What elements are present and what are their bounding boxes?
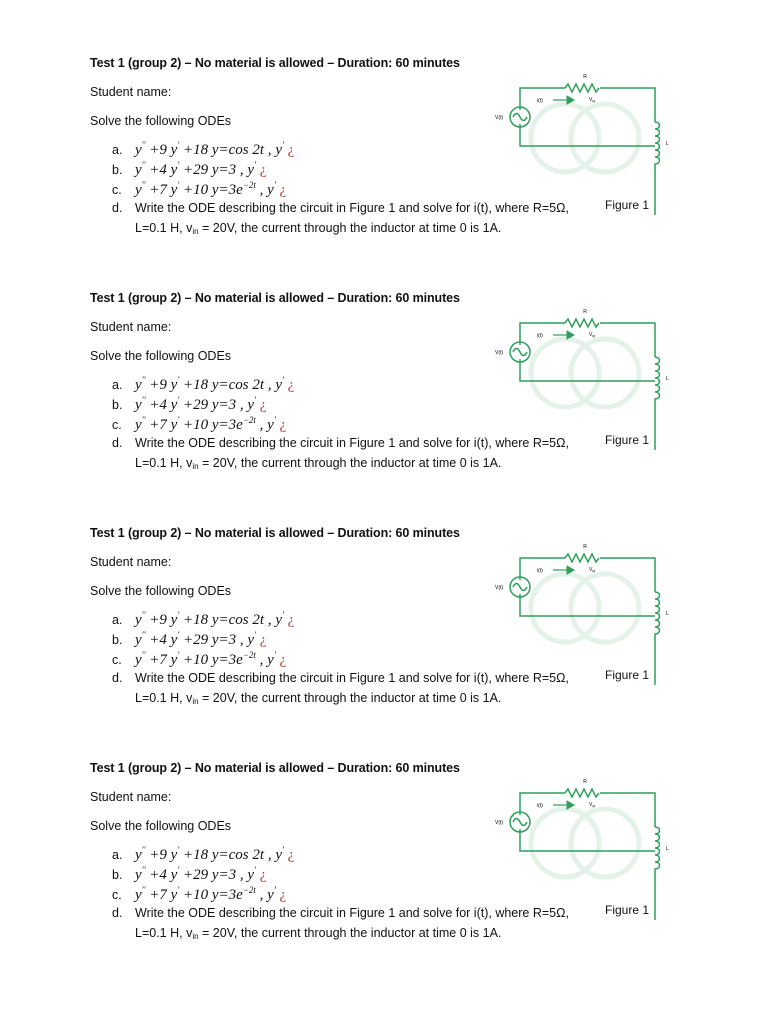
question-d-continuation: L=0.1 H, $v_{in} = 20V$, the current through the inductor at time 0 is 1A. xyxy=(135,456,502,471)
instruction-text: Solve the following ODEs xyxy=(90,819,232,833)
question-d-text: Write the ODE describing the circuit in Figure 1 and solve for i(t), where R=5Ω, xyxy=(135,906,569,920)
equation: y'' +4 y' +29 y=3 , y' ¿ xyxy=(135,865,267,883)
watermark xyxy=(531,809,639,877)
test-title: Test 1 (group 2) – No material is allowed – Duration: 60 minutes xyxy=(90,56,460,70)
instruction-text: Solve the following ODEs xyxy=(90,114,232,128)
test-title: Test 1 (group 2) – No material is allowed – Duration: 60 minutes xyxy=(90,526,460,540)
circuit-diagram xyxy=(490,305,669,435)
label-R: R xyxy=(583,309,587,315)
sine-wave xyxy=(513,584,527,591)
equation: y'' +4 y' +29 y=3 , y' ¿ xyxy=(135,395,267,413)
equation: y'' +9 y' +18 y=cos 2t , y' ¿ xyxy=(135,845,295,863)
label-vR: $V_R$ xyxy=(589,567,596,574)
question-letter: d. xyxy=(112,906,123,920)
label-vt: V(t) xyxy=(495,585,504,591)
question-b xyxy=(112,865,266,884)
test-block xyxy=(0,526,768,761)
question-d xyxy=(112,201,569,215)
question-letter: b. xyxy=(112,633,123,647)
label-L: L xyxy=(666,141,669,147)
question-letter: a. xyxy=(112,143,123,157)
question-letter: c. xyxy=(112,418,122,432)
question-letter: b. xyxy=(112,868,123,882)
instruction-text: Solve the following ODEs xyxy=(90,584,232,598)
question-d xyxy=(112,436,569,450)
question-a xyxy=(112,845,294,864)
equation: y'' +7 y' +10 $y=3e^{-2t}$ , y' ¿ xyxy=(135,415,287,433)
label-it: i(t) xyxy=(537,333,543,339)
resistor-icon xyxy=(565,84,599,92)
sine-wave xyxy=(513,819,527,826)
equation: y'' +9 y' +18 y=cos 2t , y' ¿ xyxy=(135,610,295,628)
label-R: R xyxy=(583,74,587,80)
question-letter: a. xyxy=(112,378,123,392)
question-d-continuation: L=0.1 H, $v_{in} = 20V$, the current through the inductor at time 0 is 1A. xyxy=(135,691,502,706)
label-vR: $V_R$ xyxy=(589,802,596,809)
equation: y'' +4 y' +29 y=3 , y' ¿ xyxy=(135,630,267,648)
equation: y'' +7 y' +10 $y=3e^{-2t}$ , y' ¿ xyxy=(135,180,287,198)
inductor-icon xyxy=(655,592,660,635)
inductor-icon xyxy=(655,357,660,400)
test-title: Test 1 (group 2) – No material is allowed – Duration: 60 minutes xyxy=(90,761,460,775)
label-vR: $V_R$ xyxy=(589,332,596,339)
question-a xyxy=(112,610,294,629)
student-name-label: Student name: xyxy=(90,790,172,804)
watermark xyxy=(531,574,639,642)
test-block xyxy=(0,291,768,526)
question-c xyxy=(112,885,286,904)
label-L: L xyxy=(666,611,669,617)
equation: y'' +4 y' +29 y=3 , y' ¿ xyxy=(135,160,267,178)
label-R: R xyxy=(583,779,587,785)
student-name-label: Student name: xyxy=(90,85,172,99)
label-L: L xyxy=(666,846,669,852)
label-R: R xyxy=(583,544,587,550)
question-a xyxy=(112,375,294,394)
question-d-text: Write the ODE describing the circuit in Figure 1 and solve for i(t), where R=5Ω, xyxy=(135,436,569,450)
instruction-text: Solve the following ODEs xyxy=(90,349,232,363)
question-letter: b. xyxy=(112,163,123,177)
student-name-label: Student name: xyxy=(90,320,172,334)
label-vt: V(t) xyxy=(495,820,504,826)
student-name-label: Student name: xyxy=(90,555,172,569)
watermark xyxy=(531,339,639,407)
circuit-diagram xyxy=(490,775,669,905)
inductor-icon xyxy=(655,122,660,165)
question-letter: c. xyxy=(112,653,122,667)
question-letter: a. xyxy=(112,613,123,627)
label-vt: V(t) xyxy=(495,115,504,121)
label-it: i(t) xyxy=(537,568,543,574)
question-c xyxy=(112,415,286,434)
equation: y'' +7 y' +10 $y=3e^{-2t}$ , y' ¿ xyxy=(135,885,287,903)
figure-caption: Figure 1 xyxy=(605,433,650,447)
question-d-text: Write the ODE describing the circuit in Figure 1 and solve for i(t), where R=5Ω, xyxy=(135,671,569,685)
circuit-diagram xyxy=(490,540,669,670)
question-letter: d. xyxy=(112,436,123,450)
question-a xyxy=(112,140,294,159)
question-d xyxy=(112,671,569,685)
question-b xyxy=(112,160,266,179)
resistor-icon xyxy=(565,789,599,797)
label-vR: $V_R$ xyxy=(589,97,596,104)
question-d-continuation: L=0.1 H, $v_{in} = 20V$, the current through the inductor at time 0 is 1A. xyxy=(135,926,502,941)
label-it: i(t) xyxy=(537,803,543,809)
question-letter: b. xyxy=(112,398,123,412)
watermark xyxy=(531,104,639,172)
resistor-icon xyxy=(565,319,599,327)
question-letter: a. xyxy=(112,848,123,862)
question-letter: c. xyxy=(112,888,122,902)
label-L: L xyxy=(666,376,669,382)
label-vt: V(t) xyxy=(495,350,504,356)
equation: y'' +9 y' +18 y=cos 2t , y' ¿ xyxy=(135,375,295,393)
test-block xyxy=(0,761,768,996)
test-block xyxy=(0,56,768,291)
equation: y'' +7 y' +10 $y=3e^{-2t}$ , y' ¿ xyxy=(135,650,287,668)
question-letter: c. xyxy=(112,183,122,197)
question-b xyxy=(112,395,266,414)
question-letter: d. xyxy=(112,671,123,685)
question-letter: d. xyxy=(112,201,123,215)
figure-caption: Figure 1 xyxy=(605,668,650,682)
inductor-icon xyxy=(655,827,660,870)
sine-wave xyxy=(513,349,527,356)
question-c xyxy=(112,180,286,199)
resistor-icon xyxy=(565,554,599,562)
figure-caption: Figure 1 xyxy=(605,903,650,917)
question-d xyxy=(112,906,569,920)
question-d-continuation: L=0.1 H, $v_{in} = 20V$, the current through the inductor at time 0 is 1A. xyxy=(135,221,502,236)
sine-wave xyxy=(513,114,527,121)
question-d-text: Write the ODE describing the circuit in Figure 1 and solve for i(t), where R=5Ω, xyxy=(135,201,569,215)
test-title: Test 1 (group 2) – No material is allowed – Duration: 60 minutes xyxy=(90,291,460,305)
figure-caption: Figure 1 xyxy=(605,198,650,212)
question-b xyxy=(112,630,266,649)
question-c xyxy=(112,650,286,669)
equation: y'' +9 y' +18 y=cos 2t , y' ¿ xyxy=(135,140,295,158)
label-it: i(t) xyxy=(537,98,543,104)
circuit-diagram xyxy=(490,70,669,200)
